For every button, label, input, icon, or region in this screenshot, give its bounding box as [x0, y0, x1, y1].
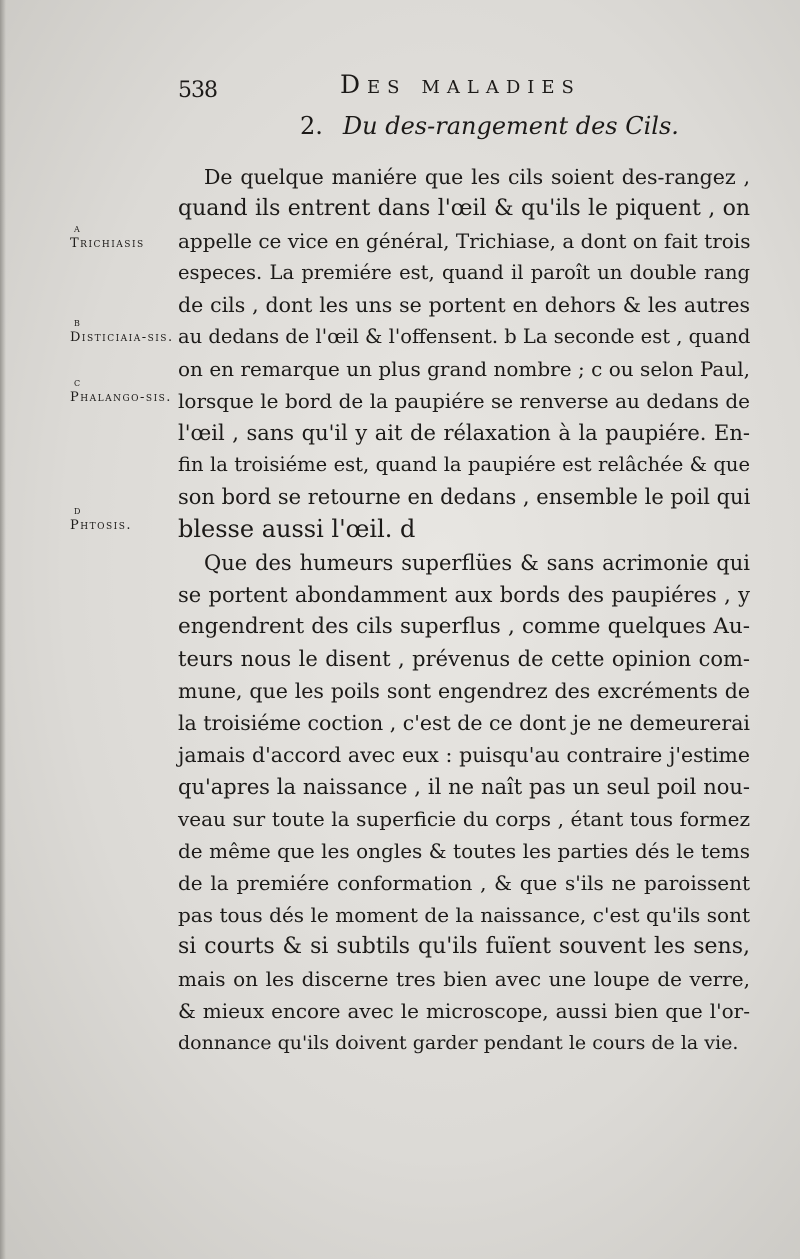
margin-note-letter: b	[74, 315, 82, 329]
paragraph-line: engendrent des cils superflus , comme quelques Au-	[178, 614, 750, 639]
paragraph-line: mune, que les poils sont engendrez des excréments de	[178, 679, 750, 703]
margin-note-text: Disticiaia-sis.	[70, 330, 174, 345]
paragraph-line: jamais d'accord avec eux : puisqu'au contraire j'estime	[178, 743, 750, 767]
paragraph-line: lorsque le bord de la paupiére se renverse au dedans de	[178, 389, 750, 413]
margin-note-trichiasis	[70, 220, 145, 252]
paragraph-line: donnance qu'ils doivent garder pendant le cours de la vie.	[178, 1032, 739, 1054]
section-title: Du des-rangement des Cils.	[342, 112, 679, 140]
paragraph-line: especes. La premiére est, quand il paroît un double rang	[178, 261, 750, 284]
paragraph-line: pas tous dés le moment de la naissance, c'est qu'ils sont	[178, 903, 750, 927]
margin-note-phtosis	[70, 502, 132, 534]
paragraph-line: la troisiéme coction , c'est de ce dont je ne demeurerai	[178, 711, 750, 735]
page-number: 538	[178, 78, 217, 103]
margin-note-letter: a	[74, 221, 82, 235]
paragraph-line: quand ils entrent dans l'œil & qu'ils le piquent , on	[178, 196, 750, 221]
margin-note-text: Phalango-sis.	[70, 390, 172, 405]
paragraph-line: De quelque maniére que les cils soient des-rangez ,	[204, 165, 750, 189]
section-number: 2.	[300, 112, 323, 140]
margin-note-text: Trichiasis	[70, 236, 145, 251]
paragraph-line: mais on les discerne tres bien avec une loupe de verre,	[178, 967, 750, 991]
paragraph-line: se portent abondamment aux bords des paupiéres , y	[178, 583, 750, 607]
margin-note-letter: c	[74, 375, 82, 389]
paragraph-line: au dedans de l'œil & l'offensent. b La seconde est , quand	[178, 325, 751, 348]
paragraph-line: on en remarque un plus grand nombre ; c ou selon Paul,	[178, 357, 750, 381]
margin-note-distichiasis	[70, 314, 174, 346]
paragraph-line: qu'apres la naissance , il ne naît pas un seul poil nou-	[178, 775, 750, 799]
section-heading	[300, 112, 679, 140]
paragraph-line: son bord se retourne en dedans , ensemble le poil qui	[178, 485, 751, 509]
paragraph-line: l'œil , sans qu'il y ait de rélaxation à la paupiére. En-	[178, 421, 750, 445]
paragraph-line: veau sur toute la superficie du corps , étant tous formez	[178, 807, 750, 831]
running-head: Des maladies	[340, 70, 581, 99]
paragraph-line: & mieux encore avec le microscope, aussi bien que l'or-	[178, 999, 750, 1023]
margin-note-phalangosis	[70, 374, 172, 406]
paragraph-line: de cils , dont les uns se portent en dehors & les autres	[178, 293, 750, 317]
paragraph-line: blesse aussi l'œil. d	[178, 515, 416, 543]
paragraph-line: Que des humeurs superflües & sans acrimonie qui	[204, 551, 750, 575]
paragraph-line: de même que les ongles & toutes les parties dés le tems	[178, 839, 750, 863]
paragraph-line: de la premiére conformation , & que s'ils ne paroissent	[178, 871, 750, 895]
margin-note-text: Phtosis.	[70, 518, 132, 533]
paragraph-line: appelle ce vice en général, Trichiase, a dont on fait trois	[178, 229, 751, 253]
paragraph-line: si courts & si subtils qu'ils fuïent souvent les sens,	[178, 934, 750, 959]
margin-note-letter: d	[74, 503, 82, 517]
paragraph-line: fin la troisiéme est, quand la paupiére est relâchée & que	[178, 453, 750, 476]
paragraph-line: teurs nous le disent , prévenus de cette opinion com-	[178, 647, 750, 671]
